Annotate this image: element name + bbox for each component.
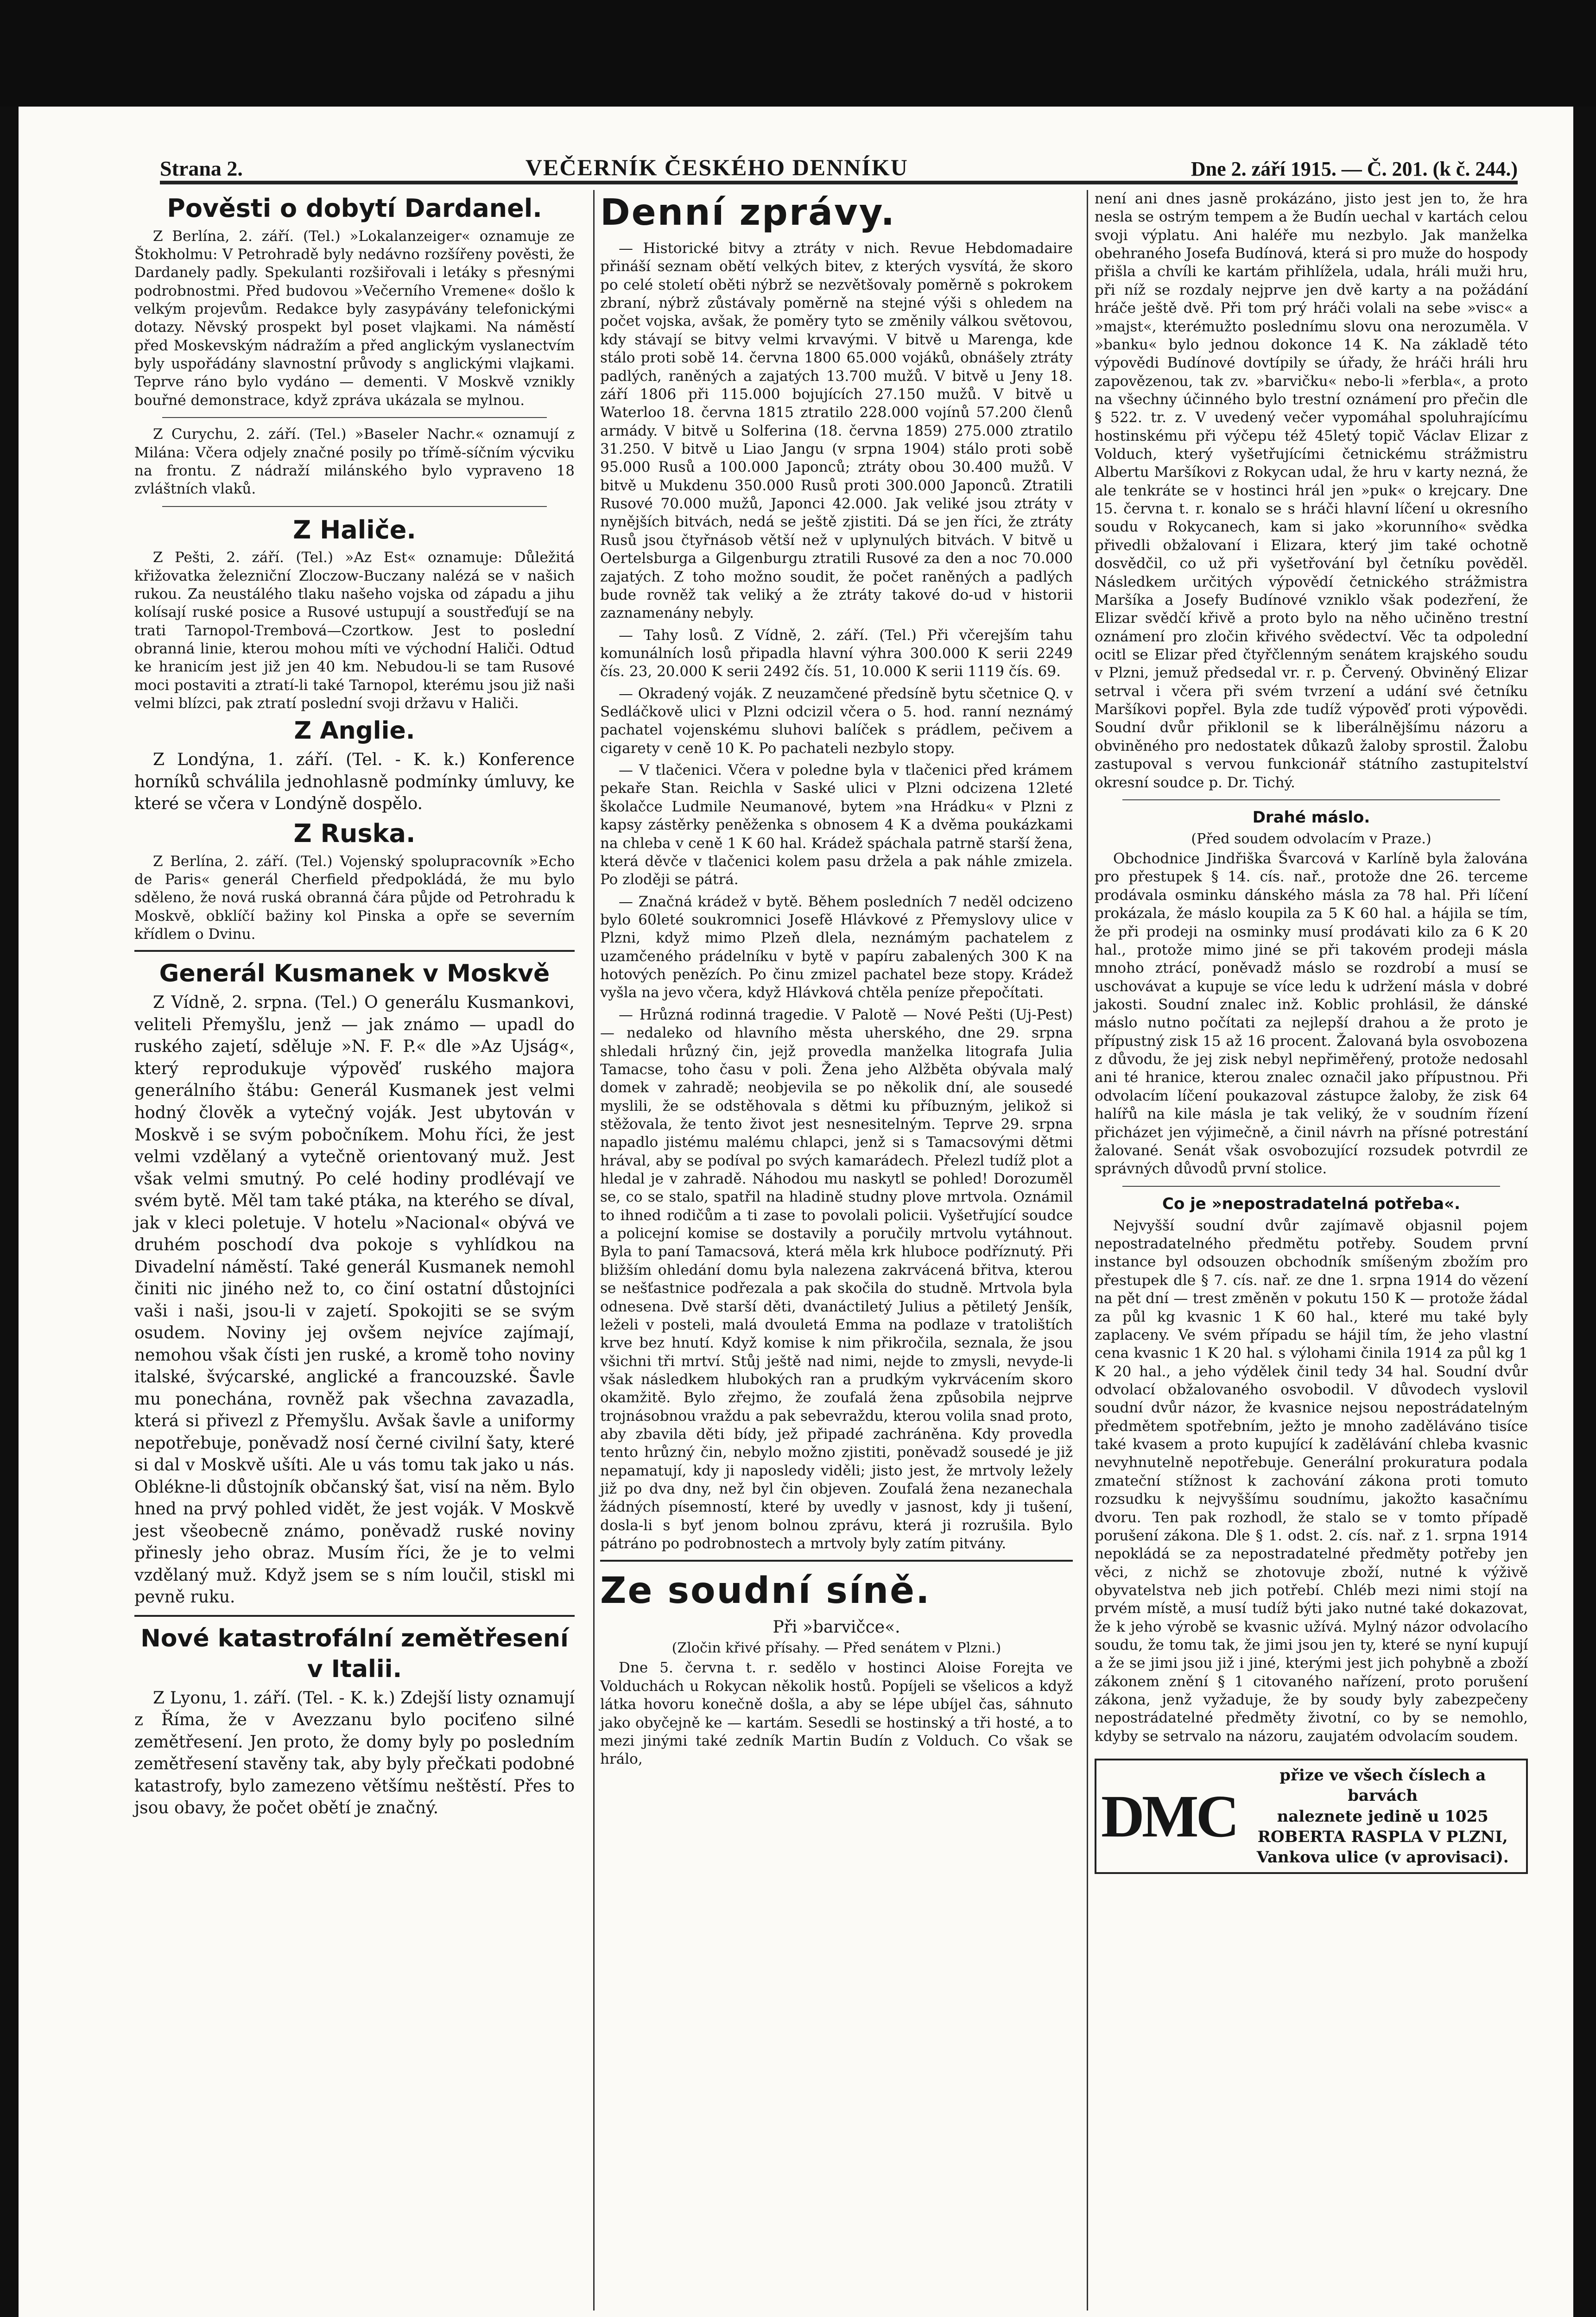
divider — [134, 950, 575, 952]
article-text-zemetreseni: Z Lyonu, 1. září. (Tel. - K. k.) Zdejší listy oznamují z Říma, že v Avezzanu bylo pociťeno silné zemětřesení. Jen proto, že domy byly po posledním zemětřesení stavěny tak, aby byly přečkati podobné katastrofy, bylo zamezeno většímu neštěstí. Přes to jsou obavy, že počet obětí je značný. — [134, 1688, 575, 1818]
article-title-anglie: Z Anglie. — [294, 717, 415, 745]
article-title-halic: Z Haliče. — [293, 515, 416, 544]
ad-line: ROBERTA RASPLA V PLZNI, — [1257, 1827, 1508, 1846]
ad-line: přize ve všech číslech a barvách — [1279, 1766, 1486, 1805]
news-item: — Okradený voják. Z neuzamčené předsíně bytu sčetnice Q. v Sedláčkově ulici v Plzni odcizil včera o 5. hod. ranní neznámý pachatel vojenskému sluhovi balíček s prádlem, pečivem a cigarety v ceně 10 K. Po pachateli nezbylo stopy. — [600, 685, 1073, 757]
dmc-logo: DMC — [1101, 1783, 1237, 1850]
ad-line: Vankova ulice (v aprovisaci). — [1256, 1848, 1509, 1867]
divider — [162, 417, 547, 418]
news-item: — Tahy losů. Z Vídně, 2. září. (Tel.) Při včerejším tahu komunálních losů připadla hlavní výhra 300.000 K serii 2249 čís. 23, 20.000 K serii 2492 čís. 51, 10.000 K serii 1119 čís. 69. — [600, 627, 1073, 680]
column-left — [134, 190, 575, 2311]
divider — [600, 1560, 1073, 1562]
advertisement-raspl — [1095, 1759, 1528, 1874]
news-item: — V tlačenici. Včera v poledne byla v tlačenici před krámem pekaře Stan. Reichla v Saské ulici v Plzni odcizena 12leté školačce Ludmile Neumanové, bytem »na Hrádku« v Plzni z kapsy zástěrky peněženka s obnosem 4 K a dvěma poukázkami na chleba v ceně 1 K 60 hal. Krádež spáchala patrně starší žena, která děvče v tlačenici kolem pasu držela a pak náhle zmizela. Po zloději se pátrá. — [600, 762, 1073, 888]
section-title-denni-zpravy: Denní zprávy. — [600, 192, 896, 234]
article-title-maslo: Drahé máslo. — [1252, 808, 1370, 827]
divider — [134, 1615, 575, 1617]
article-title-ruska: Z Ruska. — [293, 819, 416, 848]
page-number: Strana 2. — [160, 157, 243, 180]
news-item: — Značná krádež v bytě. Během posledních 7 neděl odcizeno bylo 60leté soukromnici Josefě Hlávkové z Přemyslovy ulice v Plzni, když mimo Plzeň dlela, neznámým pachatelem z uzamčeného prádelníku v bytě v papíru zabalených 300 K na hotových penězích. Po činu zmizel pachatel beze stopy. Krádež vyšla na jevo včera, když Hlávková chtěla peníze přepočítati. — [600, 893, 1073, 1001]
masthead: VEČERNÍK ČESKÉHO DENNÍKU — [525, 154, 908, 180]
article-text-kusmanek: Z Vídně, 2. srpna. (Tel.) O generálu Kusmankovi, veliteli Přemyšlu, jenž — jak známo — upadl do ruského zajetí, sděluje »N. F. P.« dle »Az Ujság«, který reprodukuje výpověď ruského majora generálního štábu: Generál Kusmanek jest velmi hodný člověk a vytečný voják. Jest ubytován v Moskvě i se svým pobočníkem. Mohu říci, že jest velmi vzdělaný a vytečně orientovaný muž. Jest však velmi smutný. Po celé hodiny prodlévají ve svém bytě. Měl tam také ptáka, na kterého se díval, jak v kleci poletuje. V hotelu »Nacional« obývá ve druhém poschodí dva pokoje s vyhlídkou na Divadelní náměstí. Také generál Kusmanek nemohl činiti nic jiného než to, co činí ostatní důstojníci vaši i naši, jsou-li v zajetí. Spokojiti se se svým osudem. Noviny jej ovšem nejvíce zajímají, nemohou však čísti jen ruské, a kromě toho noviny italské, švýcarské, anglické a francouzské. Šavle mu ponechána, rovněž pak všechna zavazadla, která si přivezl z Přemyšlu. Avšak šavle a uniformy nepotřebuje, poněvadž nosí černé civilní šaty, které si dal v Moskvě ušíti. Ale u vás tomu tak jako u nás. Oblékne-li důstojník občanský šat, visí na něm. Bylo hned na prvý pohled vidět, že jest voják. V Moskvě jest všeobecně známo, poněvadž ruské noviny přinesly jeho obraz. Musím říci, že je to velmi vzdělaný muž. Když jsem se s ním loučil, stiskl mi pevně ruku. — [134, 993, 575, 1607]
article-caption-barvicka: (Zločin křivé přísahy. — Před senátem v Plzni.) — [671, 1640, 1001, 1657]
article-text-barvicka-continued: není ani dnes jasně prokázáno, jisto jest jen to, že hra nesla se ostrým tempem a že Budín uechal v kartách celou svoji výplatu. Ani haléře mu nezbylo. Jak manželka obehraného Josefa Budínová, která si pro muže do hospody přišla a chvíli ke kartám přihlížela, udala, hráli muži hru, při níž se rozdaly nejprve jen dvě karty a na požádání hráče ještě dvě. Při tom prý hráči volali na sebe »visc« a »majst«, kterémužto poslednímu slovu ona nerozuměla. V »banku« bylo jednou dokonce 14 K. Na základě této výpovědi Budínové dovtípily se úřady, že hráči hráli hru zapovězenou, tak zv. »barvičku« nebo-li »ferbla«, a proto na všechny účinného bylo trestní oznámení pro přečin dle § 522. tr. z. V uvedený večer vypomáhal spoluhrajícímu hostinskému při výčepu též 45letý topič Václav Elizar z Volduch, který vyšetřujícími četnickému strážmistru Albertu Maršíkovi z Rokycan udal, že hru v karty nezná, že ale tenkráte se v hostinci hrál jen »puk« o krejcary. Dne 15. června t. r. konalo se s hráči hlavní líčení u okresního soudu v Rokycanech, kam si jako »korunního« svědka přivedli obžalovaní i Elizara, který jim také ochotně dosvědčil, co už při vyšetřování byl četníku pověděl. Následkem určitých výpovědí četnického strážmistra Maršíka a Josefy Budínové vzniklo však podezření, že Elizar svědčí křivě a proto bylo na něho učiněno trestní oznámení pro zločin křivého svědectví. Věc ta odpolední ocitl se Elizar před čtyřčlenným senátem krajského soudu v Plzni, jemuž předsedal vr. r. p. Červený. Obviněný Elizar setrval i včera při svém tvrzení a udání své četníku Maršíkovi popřel. Byla zde tudíž výpověď proti výpovědi. Soudní dvůr přiklonil se k liberálnějšímu názoru a obviněného pro nedostatek důkazů žaloby sprostil. Žalobu zastupoval s vervou funkcionář státního zastupitelství okresní soudce p. Dr. Tichý. — [1095, 190, 1528, 791]
news-item: — Hrůzná rodinná tragedie. V Palotě — Nové Pešti (Uj-Pest) — nedaleko od hlavního města uherského, dne 29. srpna shledali hrůzný čin, jejž provedla manželka litografa Julia Tamacse, toho času v poli. Žena jeho Alžběta obývala malý domek v zahradě; neobjevila se po několik dní, ale sousedé myslili, že se odstěhovala s dětmi ku příbuzným, jelikož si stěžovala, že tento život jest nesnesitelným. Teprve 29. srpna napadlo jistému malému chlapci, jenž si s Tamacsovými dětmi hrával, aby se podíval po svých kamarádech. Přelezl tudíž plot a hledal je v zahradě. Náhodou mu naskytl se pohled! Dorozuměl se, co se stalo, spatřil na hladině studny plove mrtvola. Oznámil to ihned rodičům a ti zase to povolali policii. Vyšetřující soudce a policejní komise se dostavily a poručily mrtvolu vytáhnout. Byla to paní Tamacsová, která měla krk hluboce podříznutý. Při bližším ohledání domu byla nalezena zakrvácená břitva, kterou se nešťastnice podřezala a pak skočila do studně. Mrtvola byla odnesena. Dvě starší děti, dvanáctiletý Julius a pětiletý Jenšík, leželi v posteli, malá dvouletá Emma na podlaze v tratolištích krve bez hnutí. Když komise k nim přikročila, seznala, že jsou všichni tři mrtví. Stůj ještě nad nimi, nejde to zmysli, nevyde-li však následkem hlubokých ran a prudkým vykrvácením skoro okamžitě. Bylo zřejmo, že zoufalá žena způsobila nejprve trojnásobnou vraždu a pak sebevraždu, kterou volila snad proto, aby zbavila děti bídy, jež připadé zachráněna. Kdy provedla tento hrůzný čin, nebylo možno zjistiti, poněvadž sousedé je již nepamatují, kdy ji naposledy viděli; jisto jest, že mrtvoly ležely již po dva dny, než byl čin objeven. Zoufalá žena nezanechala žádných písemností, které by uvedly v jasnost, kdy ji tušení, dosla-li s byť jenom bolnou zprávu, která ji rozrušila. Bylo pátráno po podrobnostech a mrtvoly byly zatím pitvány. — [600, 1006, 1073, 1552]
section-title-soudni-sin: Ze soudní síně. — [600, 1570, 931, 1612]
article-text-curych: Z Curychu, 2. září. (Tel.) »Baseler Nachr.« oznamují z Milána: Včera odjely značné posily po třímě-síčním výcviku na frontu. Z nádraží milánského bylo vypraveno 18 zvláštních vlaků. — [134, 426, 575, 498]
article-text-ruska: Z Berlína, 2. září. (Tel.) Vojenský spolupracovník »Echo de Paris« generál Cherfield předpokládá, že mu bylo sděleno, že nová ruská obranná čára půjde od Petrohradu k Moskvě, obklíčí bažiny kol Pinska a opře se severním křídlem o Dvinu. — [134, 853, 575, 943]
article-caption-maslo: (Před soudem odvolacím v Praze.) — [1191, 831, 1431, 848]
article-text-potreba: Nejvyšší soudní dvůr zajímavě objasnil pojem nepostradatelného předmětu potřeby. Soudem první instance byl odsouzen obchodník smíšeným zbožím pro přestupek dle § 7. cís. nař. ze dne 1. srpna 1914 do vězení na pět dní — trest změněn v pokutu 150 K — protože žádal za půl kg kvasnic 1 K 60 hal., které mu také byly zaplaceny. Ve svém případu se hájil tím, že jeho vlastní cena kvasnic 1 K 20 hal. s výlohami činila 1914 za půl kg 1 K 20 hal., a jeho výdělek činil tedy 34 hal. Soudní dvůr odvolací obžalovaného osvobodil. V důvodech vyslovil soudní dvůr názor, že kvasnice nejsou nepostrádatelným předmětem spotřebním, ježto je mnoho zaděláváno tisíce také kvasem a proto kupující k zadělávání chleba kvasnic nevyhnutelně nepotřebuje. Generální prokuratura podala zmateční stížnost k zachování zákona proti tomuto rozsudku k nejvyššímu soudnímu, jakožto kasačnímu dvoru. Ten pak rozhodl, že stalo se v tomto případě porušení zákona. Dle § 1. odst. 2. cís. nař. z 1. srpna 1914 nepokládá se za nepostradatelné předměty potřeby jen věci, z nichž se zhotovuje zboží, nutné k výživě obyvatelstva neb jich potřebí. Chléb mezi nimi stojí na prvém místě, a musí tudíž býti jako nutné také dokazovat, že k jeho výrobě se kvasnic užívá. Mylný názor odvolacího soudu, že tomu tak, že jimi jsou jen ty, které se nyní kupují a že se jimi jsou již i jiné, kterými jest jich pohybně a zboží zákonem znění § 1 citovaného nařízení, proto porušení zákona, jenž vyžaduje, že by soudy byly zabezpečeny nepostrádatelné předměty životní, co by se nemohlo, kdyby se setrvalo na názoru, zaujatém odvolacím soudem. — [1095, 1217, 1528, 1745]
scan-border-top — [0, 0, 1596, 107]
column-right — [1087, 190, 1528, 2311]
article-text-anglie: Z Londýna, 1. září. (Tel. - K. k.) Konference horníků schválila jednohlasně podmínky úmluvy, ke které se včera v Londýně dospělo. — [134, 750, 575, 814]
article-text-maslo: Obchodnice Jindřiška Švarcová v Karlíně byla žalována pro přestupek § 14. cís. nař., protože dne 26. terceme prodávala osminku dánského másla za 78 hal. Při líčení prokázala, že máslo koupila za 5 K 60 hal. a hájila se tím, že při prodeji na osminky musí prodávati kilo za 6 K 20 hal., protože mimo jiné se při takovém prodeji másla mnoho ztrácí, poněvadž máslo se rozdrobí a musí se uschovávat a kupuje se více ledu k udržení másla v dobré jakosti. Soudní znalec inž. Koblic prohlásil, že dánské máslo nutno počítati za nejlepší drahou a že proto je přípustný zisk 15 až 16 procent. Žalovaná byla osvobozena z důvodu, že jej zisk nebyl nepřiměřený, protože nedosahl ani té hranice, kterou znalec označil jako přípustnou. Při odvolacím líčení poukazoval zástupce žaloby, že zisk 64 halířů na kile másla je tak veliký, že v soudním řízení přicházet jen výjimečně, a činil návrh na přísné potrestání žalované. Senát však osvobozující rozsudek potvrdil ze správných důvodů první stolice. — [1095, 850, 1528, 1177]
ad-line: naleznete jedině u 1025 — [1277, 1807, 1488, 1826]
article-subtitle-barvicka: Při »barvičce«. — [773, 1617, 900, 1637]
issue-date: Dne 2. září 1915. — Č. 201. (k č. 244.) — [1191, 158, 1518, 180]
news-item: — Historické bitvy a ztráty v nich. Revue Hebdomadaire přináší seznam obětí velkých bitev, z kterých vysvítá, že skoro po celé století oběti nýbrž se nezvětšovaly poměrně s pokrokem zbraní, nýbrž zůstávaly poměrně na stejné výši s ohledem na počet vojska, avšak, že poměry tyto se změnily válkou světovou, kdy stávají se bitvy velmi krvavými. V bitvě u Marenga, kde stálo proti sobě 14. června 1800 65.000 vojáků, obnášely ztráty padlých, raněných a zajatých 13.700 mužů. V bitvě u Jeny 18. září 1806 při 115.000 bojujících 27.150 mužů. V bitvě u Waterloo 18. června 1815 ztratilo 228.000 vojínů 57.200 členů armády. V bitvě u Solferina (18. června 1859) 275.000 ztratilo 31.250. V bitvě u Liao Jangu (v srpna 1904) stálo proti sobě 95.000 Rusů a 100.000 Japonců; ztráty obou 30.400 mužů. V bitvě u Mukdenu 350.000 Rusů proti 300.000 Japonců. Ztratili Rusové 70.000 mužů, Japonci 42.000. Jak veliké jsou ztráty v nynějších bitvách, nedá se ještě zjistiti. Dá se jen říci, že ztráty Rusů jsou čtyřnásob větší než v uplynulých bitvách. V bitvě u Oertelsburga a Gilgenburgu ztratili Rusové za den a noc 70.000 zajatých. Z toho možno soudit, že počet raněných a padlých bude rovněž tak veliký a že ztráty takové do-ud v historii zaznamenány nebyly. — [600, 240, 1073, 622]
divider — [1122, 1186, 1500, 1187]
article-title-potreba: Co je »nepostradatelná potřeba«. — [1162, 1194, 1460, 1213]
article-title-kusmanek: Generál Kusmanek v Moskvě — [159, 960, 550, 988]
article-title-dardanely: Pověsti o dobytí Dardanel. — [167, 194, 542, 223]
divider — [162, 506, 547, 507]
ad-text — [1244, 1765, 1521, 1868]
article-text-halic: Z Pešti, 2. září. (Tel.) »Az Est« oznamuje: Důležitá křižovatka železniční Zloczow-Buczany nalézá se v našich rukou. Za neustálého tlaku našeho vojska od západu a jihu kolísají ruské posice a Rusové ustupují a soustřeďují se na trati Tarnopol-Trembová—Czortkow. Jest to poslední obranná linie, kterou mohou míti ve východní Haliči. Odtud ke hranicím jest již jen 40 km. Nebudou-li se tam Rusové moci postaviti a ztratí-li také Tarnopol, kterému jsou již naši velmi blízci, pak ztratí poslední svoji državu v Haliči. — [134, 549, 575, 712]
newspaper-header — [160, 148, 1518, 184]
article-title-zemetreseni: Nové katastrofální zemětřesení v Italii. — [140, 1624, 569, 1683]
article-text-dardanely: Z Berlína, 2. září. (Tel.) »Lokalanzeiger« oznamuje ze Štokholmu: V Petrohradě byly nedávno rozšířeny pověsti, že Dardanely padly. Spekulanti rozšiřovali i letáky s přesnými podrobnostmi. Před budovou »Večerního Vremene« došlo k velkým projevům. Redakce byly zasypávány telefonickými dotazy. Něvský prospekt byl poset vlajkami. Na náměstí před Moskevským nádražím a před anglickým vyslanectvím byly uspořádány slavnostní průvody s anglickými vlajkami. Teprve ráno bylo vydáno — dementi. V Moskvě vznikly bouřné demonstrace, když zpráva ukázala se mylnou. — [134, 228, 575, 409]
divider — [1122, 799, 1500, 800]
column-middle — [593, 190, 1073, 2311]
article-text-barvicka: Dne 5. června t. r. sedělo v hostinci Aloise Forejta ve Volduchách u Rokycan několik hostů. Popíjeli se všelicos a když látka hovoru konečně došla, a aby se lépe ubíjel čas, sáhnuto jako obyčejně ke — kartám. Sesedli se hostinský a tři hosté, a to mezi jinými také zedník Martin Budín z Volduch. Co však se hrálo, — [600, 1659, 1073, 1768]
